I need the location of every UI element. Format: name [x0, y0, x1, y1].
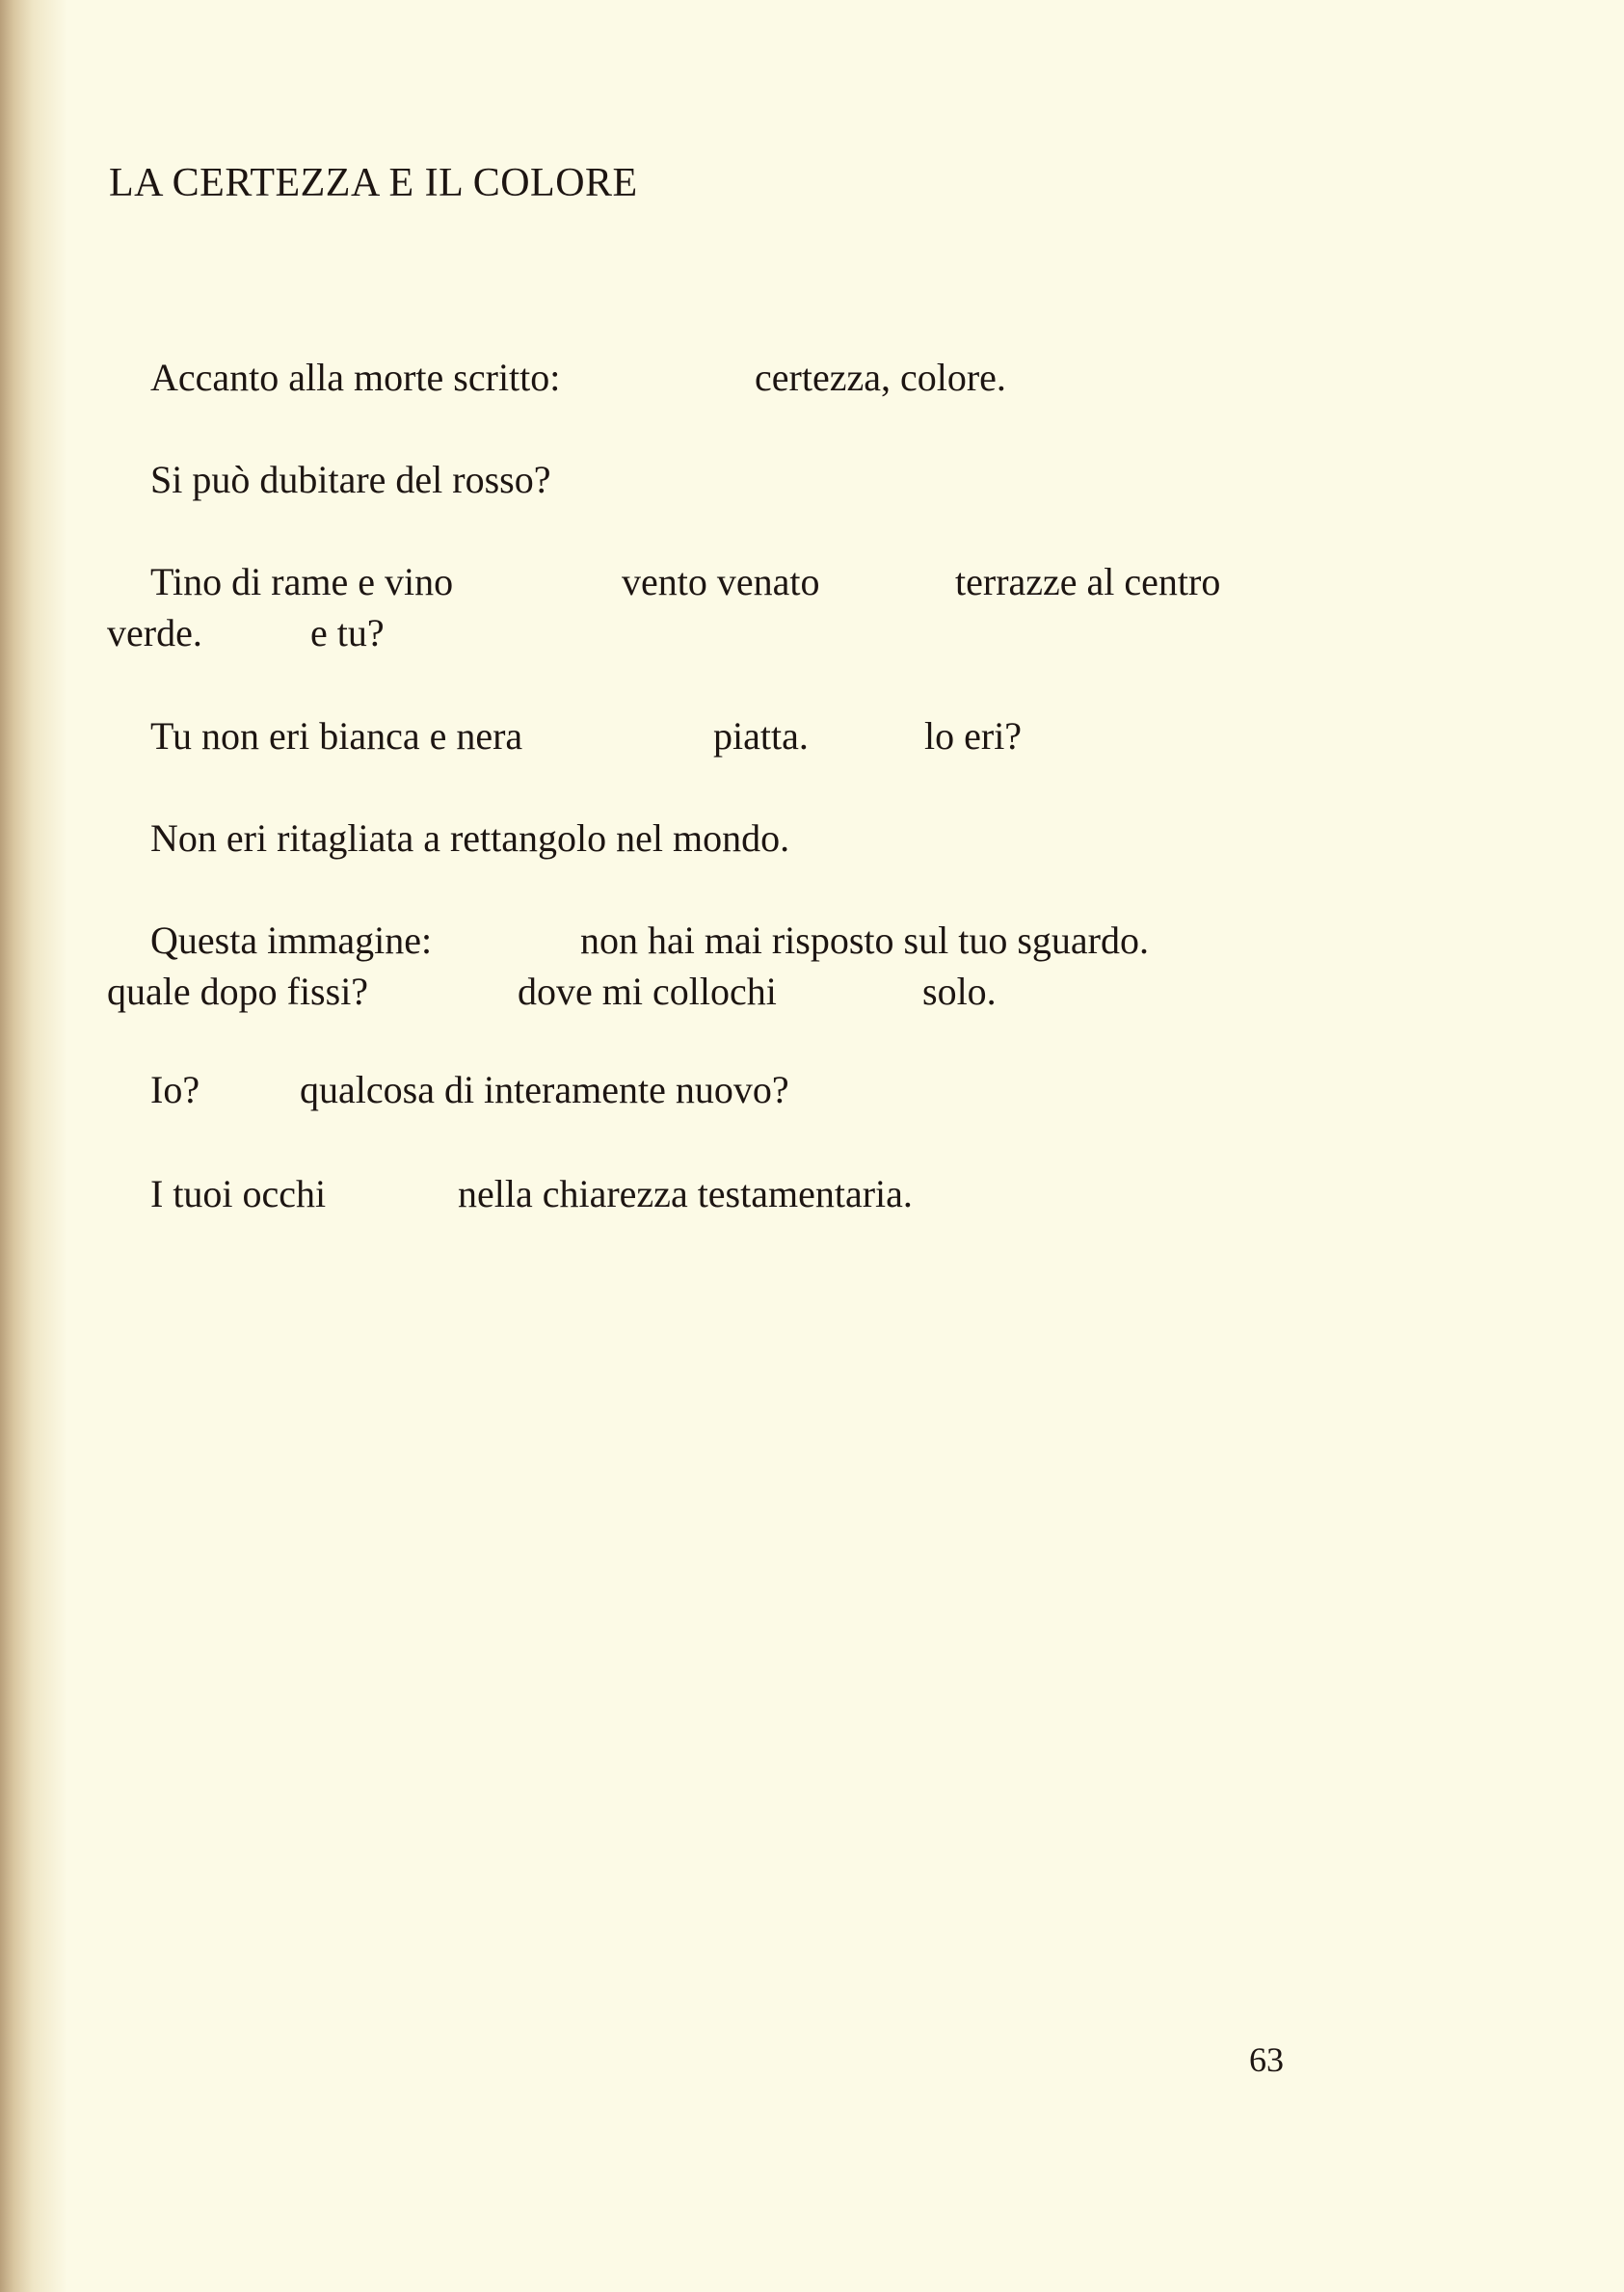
poem-line-fragment: solo. [922, 970, 997, 1013]
poem-line-fragment: certezza, colore. [755, 356, 1006, 399]
poem-line-fragment: non hai mai risposto sul tuo sguardo. [580, 919, 1149, 962]
poem-line-fragment: Non eri ritagliata a rettangolo nel mondo. [150, 816, 790, 860]
poem-line-fragment: Io? [150, 1068, 200, 1111]
poem-line-fragment: Si può dubitare del rosso? [150, 458, 551, 501]
poem-line-fragment: dove mi collochi [518, 970, 777, 1013]
poem-line-fragment: terrazze al centro [955, 560, 1221, 603]
poem-line-fragment: quale dopo fissi? [107, 970, 369, 1013]
poem-line-fragment: e tu? [310, 611, 385, 654]
poem-line-fragment: I tuoi occhi [150, 1172, 327, 1215]
poem-title: LA CERTEZZA E IL COLORE [109, 161, 638, 205]
poem-line-fragment: piatta. [713, 714, 809, 758]
poem-line-fragment: Tu non eri bianca e nera [150, 714, 523, 758]
poem-line-fragment: vento venato [622, 560, 820, 603]
poem-line-fragment: qualcosa di interamente nuovo? [300, 1068, 789, 1111]
poem-line-fragment: verde. [107, 611, 202, 654]
poem-line-fragment: Questa immagine: [150, 919, 433, 962]
poem-line-fragment: nella chiarezza testamentaria. [458, 1172, 913, 1215]
poem-line-fragment: Tino di rame e vino [150, 560, 454, 603]
poem-line-fragment: Accanto alla morte scritto: [150, 356, 561, 399]
page-number: 63 [1249, 2040, 1284, 2079]
book-gutter-shadow [0, 0, 67, 2292]
poem-line-fragment: lo eri? [924, 714, 1023, 758]
